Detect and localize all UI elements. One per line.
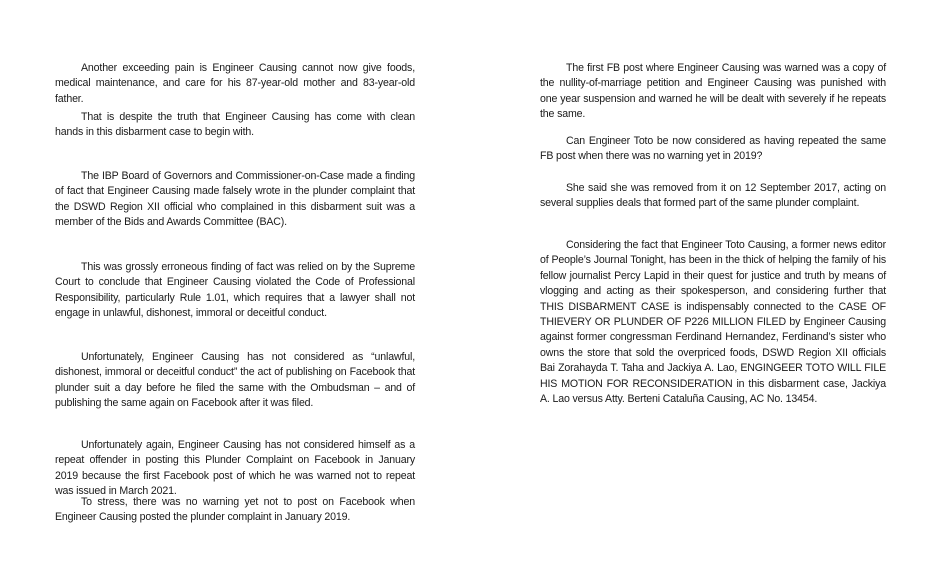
paragraph-left-2: That is despite the truth that Engineer Causing has come with clean hands in this disbarment case to begin with. (55, 111, 415, 139)
paragraph-right-1: The first FB post where Engineer Causing was warned was a copy of the nullity-of-marriage petition and Engineer Causing was punished with one year suspension and warned he will be dealt with severely if he repeats the same. (540, 62, 886, 121)
paragraph-left-5: Unfortunately, Engineer Causing has not considered as “unlawful, dishonest, immoral or deceitful conduct” the act of publishing on Facebook that plunder suit a day before he filed the same with the Ombudsman – and of publishing the same again on Facebook after it was filed. (55, 351, 415, 410)
paragraph-right-2: Can Engineer Toto be now considered as having repeated the same FB post when there was no warning yet in 2019? (540, 135, 886, 163)
paragraph-right-4: Considering the fact that Engineer Toto Causing, a former news editor of People’s Journal Tonight, has been in the thick of helping the family of his fellow journalist Percy Lapid in their quest for justice and truth by means of vlogging and acting as their spokesperson, and considering further that THIS DISBARMENT CASE is indispensably connected to the CASE OF THIEVERY OR PLUNDER OF P226 MILLION FILED by Engineer Causing against former congressman Ferdinand Hernandez, Ferdinand’s sister who owns the store that sold the overpriced foods, DSWD Region XII officials Bai Zorahayda T. Taha and Jackiya A. Lao, ENGINGEER TOTO WILL FILE HIS MOTION FOR RECONSIDERATION in this disbarment case, Jackiya A. Lao versus Atty. Berteni Cataluña Causing, AC No. 13454. (540, 239, 886, 406)
paragraph-left-3: The IBP Board of Governors and Commissioner-on-Case made a finding of fact that Engineer Causing made falsely wrote in the plunder complaint that the DSWD Region XII official who complained in this disbarment suit was a member of the Bids and Awards Committee (BAC). (55, 170, 415, 229)
paragraph-left-6: Unfortunately again, Engineer Causing has not considered himself as a repeat offender in posting this Plunder Complaint on Facebook in January 2019 because the first Facebook post of which he was warned not to repeat was issued in March 2021. (55, 439, 415, 498)
paragraph-left-4: This was grossly erroneous finding of fact was relied on by the Supreme Court to conclude that Engineer Causing violated the Code of Professional Responsibility, particularly Rule 1.01, which requires that a lawyer shall not engage in unlawful, dishonest, immoral or deceitful conduct. (55, 261, 415, 320)
paragraph-right-3: She said she was removed from it on 12 September 2017, acting on several supplies deals that formed part of the same plunder complaint. (540, 182, 886, 210)
paragraph-left-7: To stress, there was no warning yet not to post on Facebook when Engineer Causing posted the plunder complaint in January 2019. (55, 496, 415, 524)
paragraph-left-1: Another exceeding pain is Engineer Causing cannot now give foods, medical maintenance, and care for his 87-year-old mother and 83-year-old father. (55, 62, 415, 105)
